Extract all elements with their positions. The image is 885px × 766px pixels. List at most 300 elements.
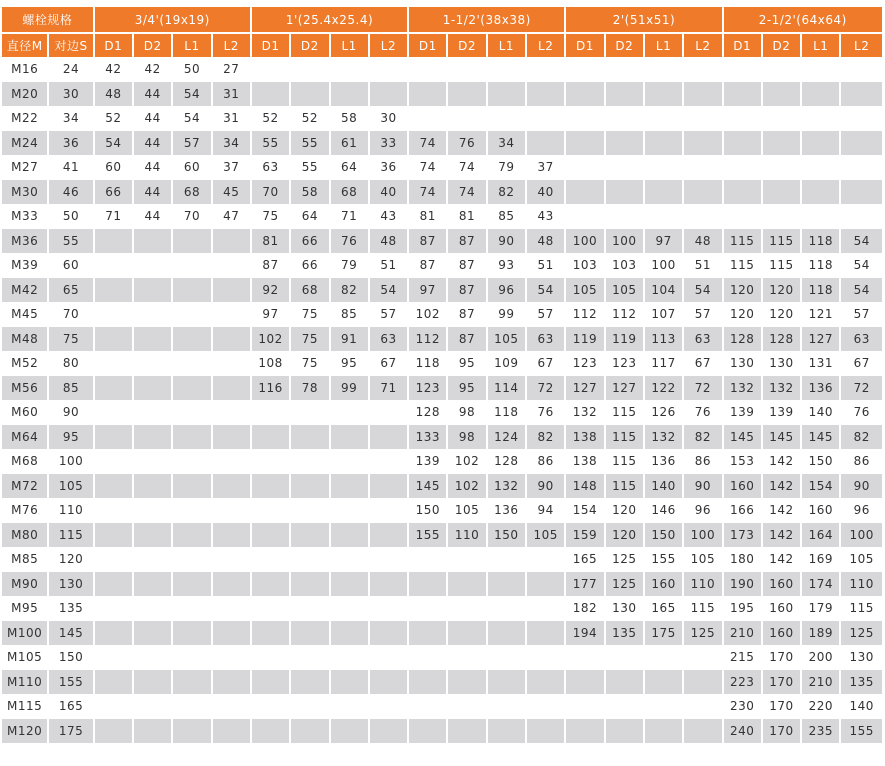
value-cell: 81: [252, 229, 291, 254]
value-cell: 154: [566, 498, 605, 523]
value-cell: 150: [488, 523, 527, 548]
value-cell: 63: [684, 327, 723, 352]
value-cell: 87: [448, 327, 487, 352]
value-cell: [134, 621, 173, 646]
value-cell: [95, 621, 134, 646]
value-cell: [173, 302, 212, 327]
across-flats-cell: 60: [49, 253, 94, 278]
value-cell: 145: [409, 474, 448, 499]
value-cell: [173, 645, 212, 670]
value-cell: 118: [488, 400, 527, 425]
value-cell: [448, 621, 487, 646]
across-flats-cell: 100: [49, 449, 94, 474]
value-cell: 90: [841, 474, 882, 499]
value-cell: [370, 547, 409, 572]
value-cell: [645, 645, 684, 670]
value-cell: 54: [95, 131, 134, 156]
value-cell: [213, 572, 252, 597]
value-cell: 51: [527, 253, 566, 278]
value-cell: [606, 204, 645, 229]
value-cell: 122: [645, 376, 684, 401]
across-flats-cell: 110: [49, 498, 94, 523]
value-cell: 150: [802, 449, 841, 474]
value-cell: 55: [252, 131, 291, 156]
value-cell: 173: [724, 523, 763, 548]
value-cell: 105: [849, 552, 874, 567]
value-cell: [213, 547, 252, 572]
value-cell: [173, 498, 212, 523]
value-cell: 76: [527, 400, 566, 425]
value-cell: [331, 547, 370, 572]
value-cell: 155: [841, 719, 882, 744]
value-cell: [95, 278, 134, 303]
value-cell: [173, 547, 212, 572]
bolt-diameter-cell: M72: [2, 474, 49, 499]
value-cell: [566, 645, 605, 670]
value-cell: [645, 57, 684, 82]
value-cell: 108: [252, 351, 291, 376]
value-cell: [566, 57, 605, 82]
value-cell: 82: [684, 425, 723, 450]
value-cell: [527, 82, 566, 107]
value-cell: 102: [409, 302, 448, 327]
value-cell: 132: [566, 400, 605, 425]
value-cell: 52: [95, 106, 134, 131]
sub-header-d1: D1: [409, 34, 448, 57]
value-cell: [488, 57, 527, 82]
value-cell: 48: [95, 82, 134, 107]
value-cell: 132: [488, 474, 527, 499]
value-cell: 182: [566, 596, 605, 621]
value-cell: 105: [488, 327, 527, 352]
value-cell: [409, 57, 448, 82]
value-cell: 110: [841, 572, 882, 597]
sub-header-d2: D2: [134, 34, 173, 57]
value-cell: [566, 82, 605, 107]
value-cell: [409, 596, 448, 621]
value-cell: 54: [173, 82, 212, 107]
value-cell: 93: [488, 253, 527, 278]
table-row: [2, 547, 882, 572]
value-cell: [134, 327, 173, 352]
table-row: [2, 645, 882, 670]
value-cell: [370, 400, 409, 425]
value-cell: [645, 155, 684, 180]
across-flats-cell: 95: [49, 425, 94, 450]
value-cell: [527, 547, 566, 572]
value-cell: [291, 57, 330, 82]
bolt-diameter-cell: M115: [2, 694, 49, 719]
value-cell: [684, 670, 723, 695]
value-cell: [134, 278, 173, 303]
value-cell: 40: [527, 180, 566, 205]
value-cell: 140: [645, 474, 684, 499]
across-flats-cell: 85: [49, 376, 94, 401]
value-cell: 68: [331, 180, 370, 205]
value-cell: [95, 596, 134, 621]
value-cell: [370, 694, 409, 719]
bolt-diameter-cell: M120: [2, 719, 49, 744]
value-cell: [95, 694, 134, 719]
value-cell: [213, 670, 252, 695]
across-flats-header: 对边S: [49, 34, 94, 57]
value-cell: [173, 523, 212, 548]
value-cell: [763, 131, 802, 156]
value-cell: [488, 670, 527, 695]
value-cell: [134, 229, 173, 254]
value-cell: 95: [448, 376, 487, 401]
value-cell: 140: [802, 400, 841, 425]
value-cell: [252, 621, 291, 646]
value-cell: 120: [724, 278, 763, 303]
value-cell: 36: [370, 155, 409, 180]
value-cell: 119: [606, 327, 645, 352]
value-cell: [448, 572, 487, 597]
value-cell: [409, 547, 448, 572]
value-cell: 150: [645, 523, 684, 548]
value-cell: 55: [291, 131, 330, 156]
bolt-diameter-cell: M80: [2, 523, 49, 548]
value-cell: [213, 302, 252, 327]
value-cell: 170: [763, 694, 802, 719]
table-row: [2, 572, 882, 597]
value-cell: 100: [566, 229, 605, 254]
value-cell: 160: [724, 474, 763, 499]
value-cell: [331, 621, 370, 646]
value-cell: 55: [291, 155, 330, 180]
value-cell: 110: [448, 523, 487, 548]
value-cell: 169: [802, 547, 841, 572]
value-cell: 86: [684, 449, 723, 474]
value-cell: [331, 82, 370, 107]
value-cell: 100: [841, 523, 882, 548]
value-cell: 115: [849, 601, 874, 616]
value-cell: 114: [488, 376, 527, 401]
value-cell: 132: [645, 425, 684, 450]
value-cell: 68: [173, 180, 212, 205]
value-cell: [645, 82, 684, 107]
value-cell: [173, 253, 212, 278]
value-cell: 190: [724, 572, 763, 597]
sub-header-d1: D1: [95, 34, 134, 57]
bolt-diameter-cell: M48: [2, 327, 49, 352]
value-cell: 40: [370, 180, 409, 205]
value-cell: 112: [566, 302, 605, 327]
across-flats-cell: 165: [49, 694, 94, 719]
value-cell: [841, 131, 882, 156]
value-cell: [213, 645, 252, 670]
value-cell: [291, 645, 330, 670]
value-cell: 160: [763, 621, 802, 646]
value-cell: 43: [527, 204, 566, 229]
value-cell: 42: [95, 57, 134, 82]
value-cell: [841, 204, 882, 229]
value-cell: 72: [684, 376, 723, 401]
value-cell: 48: [684, 229, 723, 254]
value-cell: 63: [252, 155, 291, 180]
bolt-diameter-cell: M95: [2, 596, 49, 621]
value-cell: 79: [488, 155, 527, 180]
value-cell: 132: [724, 376, 763, 401]
bolt-diameter-cell: M27: [2, 155, 49, 180]
value-cell: [134, 572, 173, 597]
bolt-diameter-cell: M22: [2, 106, 49, 131]
value-cell: [527, 106, 566, 131]
sub-header-d2: D2: [606, 34, 645, 57]
value-cell: [763, 106, 802, 131]
value-cell: 66: [291, 229, 330, 254]
value-cell: 97: [252, 302, 291, 327]
value-cell: 140: [849, 699, 874, 714]
value-cell: 138: [566, 449, 605, 474]
bolt-diameter-cell: M110: [2, 670, 49, 695]
value-cell: 103: [606, 253, 645, 278]
sub-header-d2: D2: [763, 34, 802, 57]
value-cell: [763, 155, 802, 180]
value-cell: 160: [645, 572, 684, 597]
value-cell: [134, 547, 173, 572]
value-cell: [331, 694, 370, 719]
group-header-2-1-2: 2-1/2'(64x64): [724, 7, 882, 34]
value-cell: [252, 400, 291, 425]
value-cell: 76: [448, 131, 487, 156]
value-cell: [448, 719, 487, 744]
value-cell: [134, 645, 173, 670]
value-cell: 133: [409, 425, 448, 450]
value-cell: [527, 596, 566, 621]
value-cell: 47: [213, 204, 252, 229]
value-cell: [645, 719, 684, 744]
value-cell: 54: [853, 258, 870, 273]
bolt-diameter-cell: M39: [2, 253, 49, 278]
across-flats-cell: 105: [49, 474, 94, 499]
table-row: [2, 523, 882, 548]
value-cell: 48: [370, 229, 409, 254]
value-cell: 82: [527, 425, 566, 450]
value-cell: [448, 596, 487, 621]
value-cell: 131: [802, 351, 841, 376]
value-cell: [606, 57, 645, 82]
value-cell: 94: [527, 498, 566, 523]
value-cell: 120: [606, 498, 645, 523]
value-cell: [724, 131, 763, 156]
value-cell: [213, 327, 252, 352]
value-cell: [488, 547, 527, 572]
value-cell: 115: [606, 425, 645, 450]
table-row: [2, 351, 882, 376]
value-cell: 64: [291, 204, 330, 229]
value-cell: 76: [331, 229, 370, 254]
value-cell: [252, 523, 291, 548]
value-cell: [370, 82, 409, 107]
value-cell: [488, 106, 527, 131]
value-cell: [802, 204, 841, 229]
value-cell: [331, 670, 370, 695]
value-cell: 128: [488, 449, 527, 474]
value-cell: 164: [802, 523, 841, 548]
value-cell: 91: [331, 327, 370, 352]
value-cell: 125: [684, 621, 723, 646]
table-row: [2, 596, 882, 621]
value-cell: 110: [684, 572, 723, 597]
across-flats-cell: 130: [49, 572, 94, 597]
value-cell: 155: [409, 523, 448, 548]
sub-header-l2: L2: [370, 34, 409, 57]
value-cell: 118: [802, 253, 841, 278]
value-cell: [291, 694, 330, 719]
value-cell: 117: [645, 351, 684, 376]
value-cell: [606, 645, 645, 670]
value-cell: [566, 106, 605, 131]
value-cell: 223: [724, 670, 763, 695]
value-cell: [684, 694, 723, 719]
value-cell: [134, 376, 173, 401]
value-cell: 115: [724, 229, 763, 254]
value-cell: 136: [802, 376, 841, 401]
value-cell: 139: [409, 449, 448, 474]
value-cell: [134, 449, 173, 474]
value-cell: 112: [409, 327, 448, 352]
value-cell: [252, 474, 291, 499]
value-cell: [173, 449, 212, 474]
value-cell: 90: [684, 474, 723, 499]
value-cell: 145: [802, 425, 841, 450]
value-cell: [488, 572, 527, 597]
value-cell: [95, 302, 134, 327]
value-cell: 139: [724, 400, 763, 425]
value-cell: 100: [684, 523, 723, 548]
value-cell: [95, 400, 134, 425]
value-cell: [488, 596, 527, 621]
value-cell: 74: [409, 180, 448, 205]
value-cell: 45: [213, 180, 252, 205]
value-cell: 98: [448, 425, 487, 450]
value-cell: [841, 57, 882, 82]
value-cell: 113: [645, 327, 684, 352]
value-cell: [409, 719, 448, 744]
value-cell: [291, 596, 330, 621]
value-cell: [606, 180, 645, 205]
value-cell: [173, 425, 212, 450]
value-cell: 170: [763, 645, 802, 670]
value-cell: 34: [488, 131, 527, 156]
value-cell: 57: [527, 302, 566, 327]
value-cell: [527, 719, 566, 744]
value-cell: 100: [645, 253, 684, 278]
value-cell: [331, 719, 370, 744]
value-cell: 71: [331, 204, 370, 229]
value-cell: [213, 425, 252, 450]
value-cell: [841, 82, 882, 107]
bolt-diameter-cell: M30: [2, 180, 49, 205]
value-cell: 78: [291, 376, 330, 401]
value-cell: [252, 670, 291, 695]
value-cell: [134, 474, 173, 499]
table-row: [2, 449, 882, 474]
value-cell: 128: [763, 327, 802, 352]
value-cell: 44: [134, 131, 173, 156]
value-cell: [173, 474, 212, 499]
value-cell: [566, 155, 605, 180]
value-cell: [134, 400, 173, 425]
value-cell: 76: [684, 400, 723, 425]
bolt-diameter-cell: M20: [2, 82, 49, 107]
value-cell: [841, 106, 882, 131]
bolt-diameter-cell: M24: [2, 131, 49, 156]
value-cell: [409, 694, 448, 719]
value-cell: [606, 694, 645, 719]
value-cell: [448, 57, 487, 82]
value-cell: 109: [488, 351, 527, 376]
value-cell: 79: [331, 253, 370, 278]
value-cell: [95, 449, 134, 474]
across-flats-cell: 135: [49, 596, 94, 621]
value-cell: [291, 621, 330, 646]
value-cell: 34: [213, 131, 252, 156]
value-cell: 116: [252, 376, 291, 401]
value-cell: 155: [645, 547, 684, 572]
value-cell: [841, 180, 882, 205]
value-cell: [606, 131, 645, 156]
value-cell: 48: [527, 229, 566, 254]
value-cell: 120: [724, 302, 763, 327]
value-cell: 102: [252, 327, 291, 352]
value-cell: 54: [527, 278, 566, 303]
across-flats-cell: 75: [49, 327, 94, 352]
value-cell: 121: [802, 302, 841, 327]
table-row: [2, 180, 882, 205]
value-cell: 215: [724, 645, 763, 670]
value-cell: 43: [370, 204, 409, 229]
value-cell: 127: [566, 376, 605, 401]
value-cell: 194: [566, 621, 605, 646]
value-cell: 63: [527, 327, 566, 352]
value-cell: 67: [527, 351, 566, 376]
value-cell: [252, 547, 291, 572]
value-cell: [213, 523, 252, 548]
value-cell: [488, 719, 527, 744]
value-cell: [370, 596, 409, 621]
value-cell: 95: [448, 351, 487, 376]
value-cell: 103: [566, 253, 605, 278]
value-cell: 44: [134, 106, 173, 131]
across-flats-cell: 36: [49, 131, 94, 156]
value-cell: [95, 229, 134, 254]
value-cell: 139: [763, 400, 802, 425]
value-cell: 67: [853, 356, 870, 371]
sub-header-l1: L1: [488, 34, 527, 57]
sub-header-l2: L2: [213, 34, 252, 57]
value-cell: 230: [724, 694, 763, 719]
sub-header-l1: L1: [173, 34, 212, 57]
value-cell: 160: [763, 572, 802, 597]
value-cell: 64: [331, 155, 370, 180]
value-cell: [173, 694, 212, 719]
value-cell: [724, 106, 763, 131]
value-cell: 120: [606, 523, 645, 548]
value-cell: [370, 670, 409, 695]
value-cell: 135: [606, 621, 645, 646]
value-cell: 96: [684, 498, 723, 523]
value-cell: [606, 155, 645, 180]
value-cell: 54: [841, 229, 882, 254]
value-cell: 87: [448, 229, 487, 254]
value-cell: [684, 180, 723, 205]
value-cell: 99: [488, 302, 527, 327]
value-cell: [645, 694, 684, 719]
value-cell: [802, 131, 841, 156]
value-cell: [331, 596, 370, 621]
